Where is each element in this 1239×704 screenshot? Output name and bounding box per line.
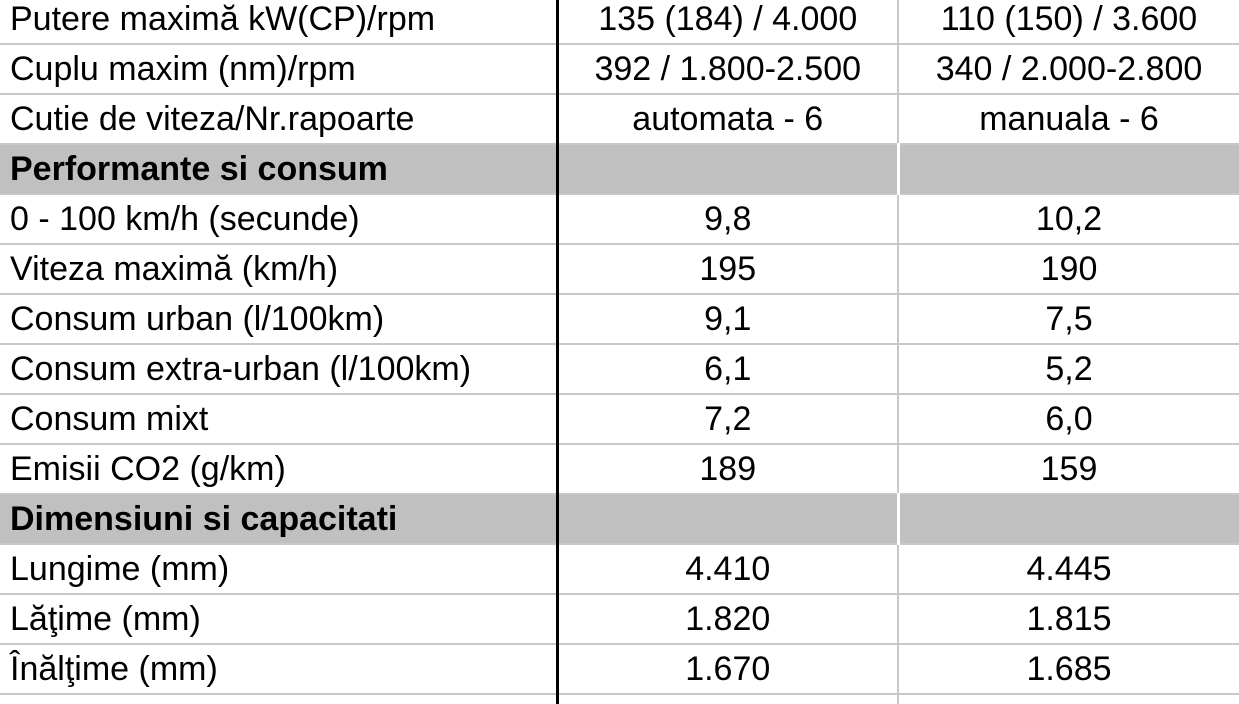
row-label: Cutie de viteza/Nr.rapoarte xyxy=(0,94,557,144)
table-row xyxy=(0,594,1239,644)
section-title: Dimensiuni si capacitati xyxy=(0,494,557,544)
value-model-b: 190 xyxy=(898,244,1239,294)
table-row xyxy=(0,94,1239,144)
value-model-a: 1.670 xyxy=(557,644,898,694)
value-model-b: 5,2 xyxy=(898,344,1239,394)
row-label: Putere maximă kW(CP)/rpm xyxy=(0,0,557,44)
table-row xyxy=(0,294,1239,344)
row-label: Consum extra-urban (l/100km) xyxy=(0,344,557,394)
table-row xyxy=(0,44,1239,94)
value-model-b: 110 (150) / 3.600 xyxy=(898,0,1239,44)
table-row xyxy=(0,544,1239,594)
table-row xyxy=(0,444,1239,494)
value-model-a: 9,8 xyxy=(557,194,898,244)
value-model-a: 189 xyxy=(557,444,898,494)
row-label: Consum mixt xyxy=(0,394,557,444)
value-empty xyxy=(898,694,1239,704)
row-label: Emisii CO2 (g/km) xyxy=(0,444,557,494)
row-label: Lungime (mm) xyxy=(0,544,557,594)
section-filler xyxy=(557,144,898,194)
row-label: Viteza maximă (km/h) xyxy=(0,244,557,294)
value-model-a: 7,2 xyxy=(557,394,898,444)
value-model-a: 6,1 xyxy=(557,344,898,394)
table-row xyxy=(0,394,1239,444)
table-row xyxy=(0,194,1239,244)
value-model-b: 4.445 xyxy=(898,544,1239,594)
section-filler xyxy=(557,494,898,544)
value-empty xyxy=(557,694,898,704)
value-model-b: manuala - 6 xyxy=(898,94,1239,144)
value-model-a: 392 / 1.800-2.500 xyxy=(557,44,898,94)
row-label-empty xyxy=(0,694,557,704)
value-model-a: 135 (184) / 4.000 xyxy=(557,0,898,44)
row-label: Cuplu maxim (nm)/rpm xyxy=(0,44,557,94)
row-label: Consum urban (l/100km) xyxy=(0,294,557,344)
row-label: Lăţime (mm) xyxy=(0,594,557,644)
row-label: Înălţime (mm) xyxy=(0,644,557,694)
value-model-b: 159 xyxy=(898,444,1239,494)
table-row xyxy=(0,644,1239,694)
value-model-b: 1.815 xyxy=(898,594,1239,644)
value-model-b: 10,2 xyxy=(898,194,1239,244)
value-model-b: 6,0 xyxy=(898,394,1239,444)
value-model-a: 195 xyxy=(557,244,898,294)
value-model-a: automata - 6 xyxy=(557,94,898,144)
value-model-b: 340 / 2.000-2.800 xyxy=(898,44,1239,94)
table-row-partial xyxy=(0,694,1239,704)
section-filler xyxy=(898,144,1239,194)
table-row xyxy=(0,0,1239,44)
section-filler xyxy=(898,494,1239,544)
value-model-b: 7,5 xyxy=(898,294,1239,344)
table-row xyxy=(0,344,1239,394)
value-model-a: 9,1 xyxy=(557,294,898,344)
row-label: 0 - 100 km/h (secunde) xyxy=(0,194,557,244)
table-row xyxy=(0,244,1239,294)
section-title: Performante si consum xyxy=(0,144,557,194)
section-header-row xyxy=(0,494,1239,544)
value-model-b: 1.685 xyxy=(898,644,1239,694)
value-model-a: 4.410 xyxy=(557,544,898,594)
section-header-row xyxy=(0,144,1239,194)
value-model-a: 1.820 xyxy=(557,594,898,644)
